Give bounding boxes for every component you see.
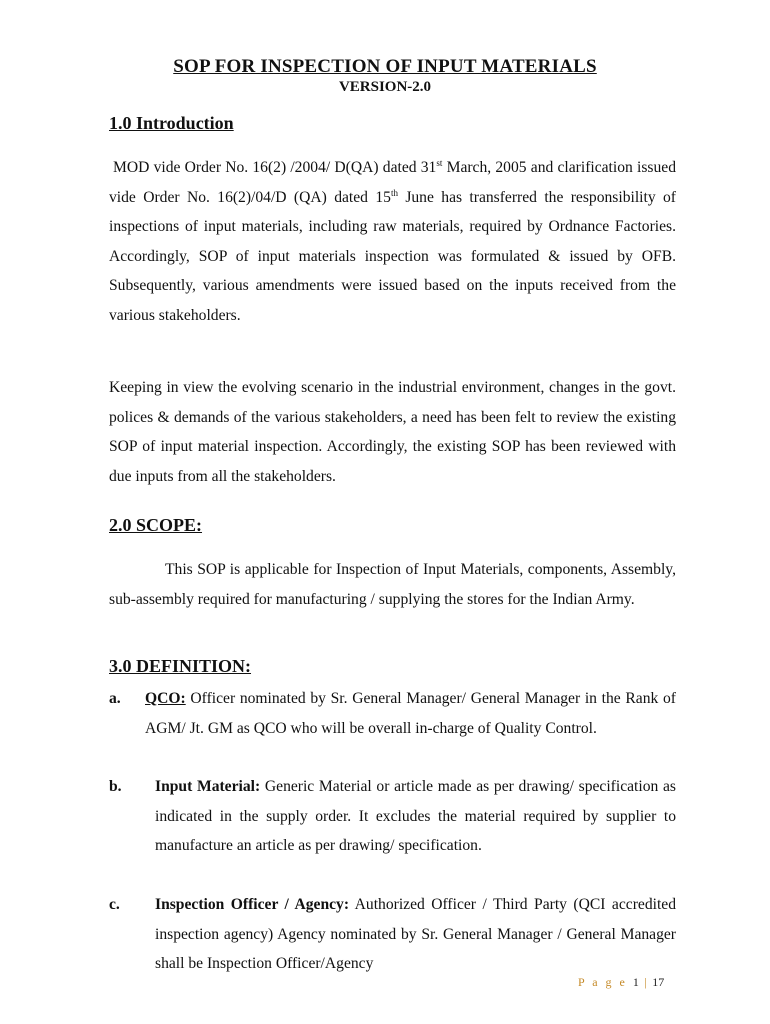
document-version: VERSION-2.0 xyxy=(338,79,432,95)
intro-p1-part-c: June has transferred the responsibility of inspections of input materials, including raw materials, required by Ordnance Factories. Accordingly, SOP of input materials inspection was formulated & issued by OFB. Subsequently, various amendments were issued based on the inputs received from the various stakeholders. xyxy=(109,188,676,324)
footer-page-word: P a g e xyxy=(578,975,628,989)
intro-p1-sup-st: st xyxy=(436,158,443,168)
intro-p1-part-a: MOD vide Order No. 16(2) /2004/ D(QA) dated 31 xyxy=(113,159,437,176)
definition-label: c. xyxy=(109,896,120,913)
definition-text: Authorized Officer / Third Party (QCI accredited inspection agency) Agency nominated by Sr. General Manager / General Manager shall be Inspection Officer/Agency xyxy=(155,896,676,972)
section-heading-definition: 3.0 DEFINITION: xyxy=(109,656,252,676)
definition-term: Inspection Officer / Agency: xyxy=(155,896,350,913)
page-footer xyxy=(578,975,664,990)
definition-item-input-material xyxy=(109,772,676,861)
definition-text: Generic Material or article made as per drawing/ specification as indicated in the supply order. It excludes the material required by supplier to manufacture an article as per drawing/ specification. xyxy=(155,778,676,854)
footer-separator: | xyxy=(644,975,647,989)
document-title: SOP FOR INSPECTION OF INPUT MATERIALS xyxy=(173,56,597,77)
definition-term: QCO: xyxy=(145,690,186,707)
footer-total-pages: 17 xyxy=(652,975,665,989)
definition-item-qco xyxy=(109,684,676,743)
intro-p1-sup-th: th xyxy=(390,187,398,198)
intro-paragraph-1 xyxy=(109,153,676,330)
footer-page-number: 1 xyxy=(632,975,639,989)
definition-text: Officer nominated by Sr. General Manager/ General Manager in the Rank of AGM/ Jt. GM as QCO who will be overall in-charge of Quality Control. xyxy=(145,690,676,737)
scope-paragraph: This SOP is applicable for Inspection of Input Materials, components, Assembly, sub-assembly required for manufacturing / supplying the stores for the Indian Army. xyxy=(109,561,676,608)
definition-label: a. xyxy=(109,690,121,707)
definition-item-inspection-officer xyxy=(109,890,676,979)
section-heading-introduction: 1.0 Introduction xyxy=(109,113,234,133)
definition-label: b. xyxy=(109,778,122,795)
intro-p1-part-b: March, 2005 and clarification issued vide Order No. 16(2)/04/D (QA) dated 15 xyxy=(109,159,677,206)
definition-term: Input Material: xyxy=(155,778,261,795)
section-heading-scope: 2.0 SCOPE: xyxy=(109,515,203,535)
intro-paragraph-2: Keeping in view the evolving scenario in the industrial environment, changes in the govt. polices & demands of the various stakeholders, a need has been felt to review the existing SOP of input material inspection. Accordingly, the existing SOP has been reviewed with due inputs from all the stakeholders. xyxy=(109,379,676,485)
